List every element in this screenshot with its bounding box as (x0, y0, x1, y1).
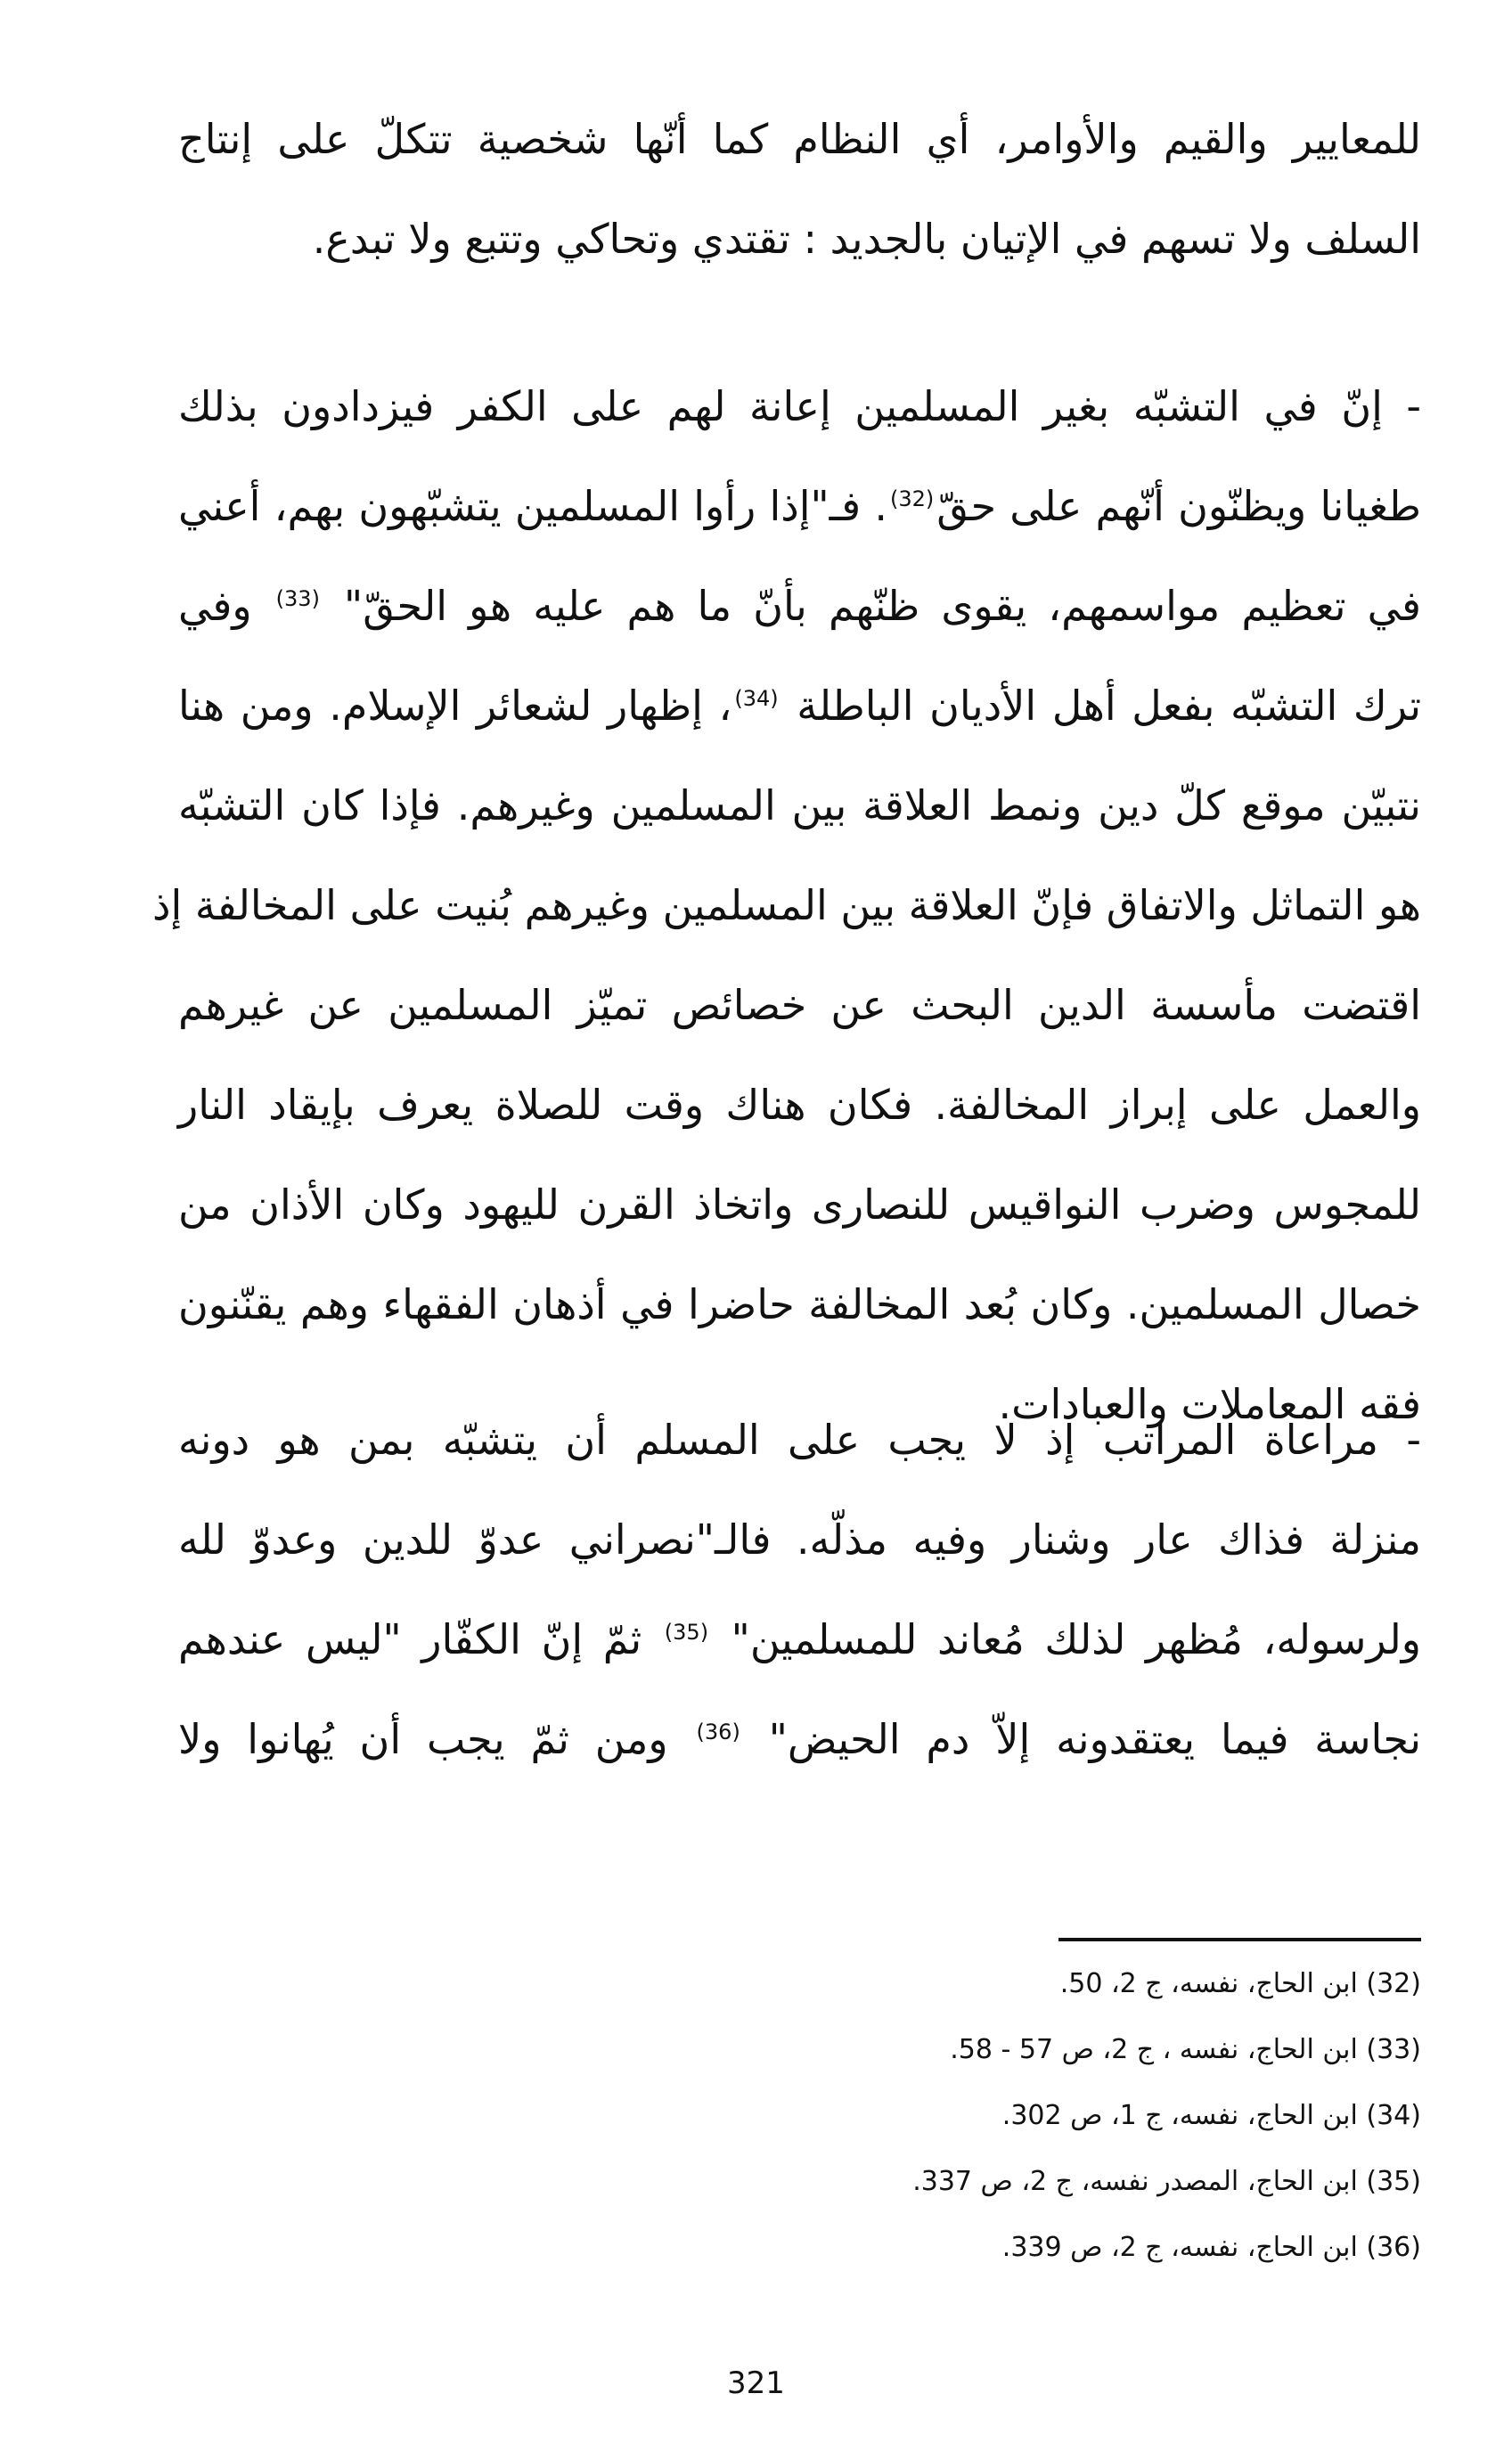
text-segment: نجاسة فيما يعتقدونه إلاّ دم الحيض" (768, 1715, 1422, 1763)
footnote-35: (35) ابن الحاج، المصدر نفسه، ج 2، ص 337. (912, 2166, 1421, 2197)
footnote-36: (36) ابن الحاج، نفسه، ج 2، ص 339. (1001, 2232, 1421, 2263)
footnotes (624, 1951, 1421, 2281)
text-segment: ثمّ إنّ الكفّار "ليس عندهم (178, 1615, 642, 1663)
text-line: منزلة فذاك عار وشنار وفيه مذلّه. فالـ"نصراني عدوّ للدين وعدوّ لله (178, 1515, 1421, 1564)
footnote-34: (34) ابن الحاج، نفسه، ج 1، ص 302. (1001, 2100, 1421, 2131)
page-number: 321 (727, 2365, 785, 2401)
footnote-ref-35: (35) (664, 1619, 709, 1645)
text-line: خصال المسلمين. وكان بُعد المخالفة حاضرا في أذهان الفقهاء وهم يقنّنون (178, 1280, 1421, 1328)
footnote-32: (32) ابن الحاج، نفسه، ج 2، 50. (1059, 1968, 1421, 1999)
paragraph-1 (178, 89, 1421, 289)
text-line: السلف ولا تسهم في الإتيان بالجديد : تقتدي وتحاكي وتتبع ولا تبدع. (312, 215, 1421, 263)
text-line (178, 456, 1421, 556)
text-line: فقه المعاملات والعبادات. (998, 1380, 1421, 1428)
text-line (178, 1689, 1421, 1789)
text-line: - مراعاة المراتب إذ لا يجب على المسلم أن يتشبّه بمن هو دونه (178, 1416, 1421, 1464)
text-line (178, 656, 1421, 756)
text-line (178, 1589, 1421, 1689)
paragraph-3 (178, 1390, 1421, 1789)
text-line: والعمل على إبراز المخالفة. فكان هناك وقت للصلاة يعرف بإيقاد النار (178, 1081, 1421, 1129)
footnote-ref-34: (34) (734, 685, 779, 711)
text-line (178, 556, 1421, 656)
text-segment: وفي (178, 582, 252, 630)
text-line: للمجوس وضرب النواقيس للنصارى واتخاذ القرن لليهود وكان الأذان من (178, 1180, 1421, 1229)
text-segment: . فـ"إذا رأوا المسلمين يتشبّهون بهم، أعني (178, 482, 887, 530)
text-line: للمعايير والقيم والأوامر، أي النظام كما أنّها شخصية تتكلّ على إنتاج (178, 115, 1421, 163)
footnote-ref-36: (36) (696, 1719, 740, 1744)
footnote-ref-32: (32) (889, 486, 935, 511)
text-segment: في تعظيم مواسمهم، يقوى ظنّهم بأنّ ما هم عليه هو الحقّ" (344, 582, 1421, 630)
text-line: - إنّ في التشبّه بغير المسلمين إعانة لهم على الكفر فيزدادون بذلك (178, 382, 1421, 430)
text-line: هو التماثل والاتفاق فإنّ العلاقة بين المسلمين وغيرهم بُنيت على المخالفة إذ (152, 881, 1421, 929)
text-segment: ومن ثمّ يجب أن يُهانوا ولا (178, 1715, 668, 1763)
footnote-divider (1058, 1938, 1421, 1941)
text-segment: طغيانا ويظنّون أنّهم على حقّ (936, 482, 1421, 530)
text-segment: ، إظهار لشعائر الإسلام. ومن هنا (178, 682, 732, 730)
paragraph-2 (152, 356, 1422, 1454)
text-line: اقتضت مأسسة الدين البحث عن خصائص تميّز المسلمين عن غيرهم (178, 981, 1421, 1029)
text-line: نتبيّن موقع كلّ دين ونمط العلاقة بين المسلمين وغيرهم. فإذا كان التشبّه (178, 781, 1421, 829)
text-segment: ترك التشبّه بفعل أهل الأديان الباطلة (797, 682, 1422, 730)
footnote-ref-33: (33) (275, 585, 320, 611)
footnote-33: (33) ابن الحاج، نفسه ، ج 2، ص 57 - 58. (950, 2034, 1421, 2065)
text-segment: ولرسوله، مُظهر لذلك مُعاند للمسلمين" (731, 1615, 1421, 1663)
